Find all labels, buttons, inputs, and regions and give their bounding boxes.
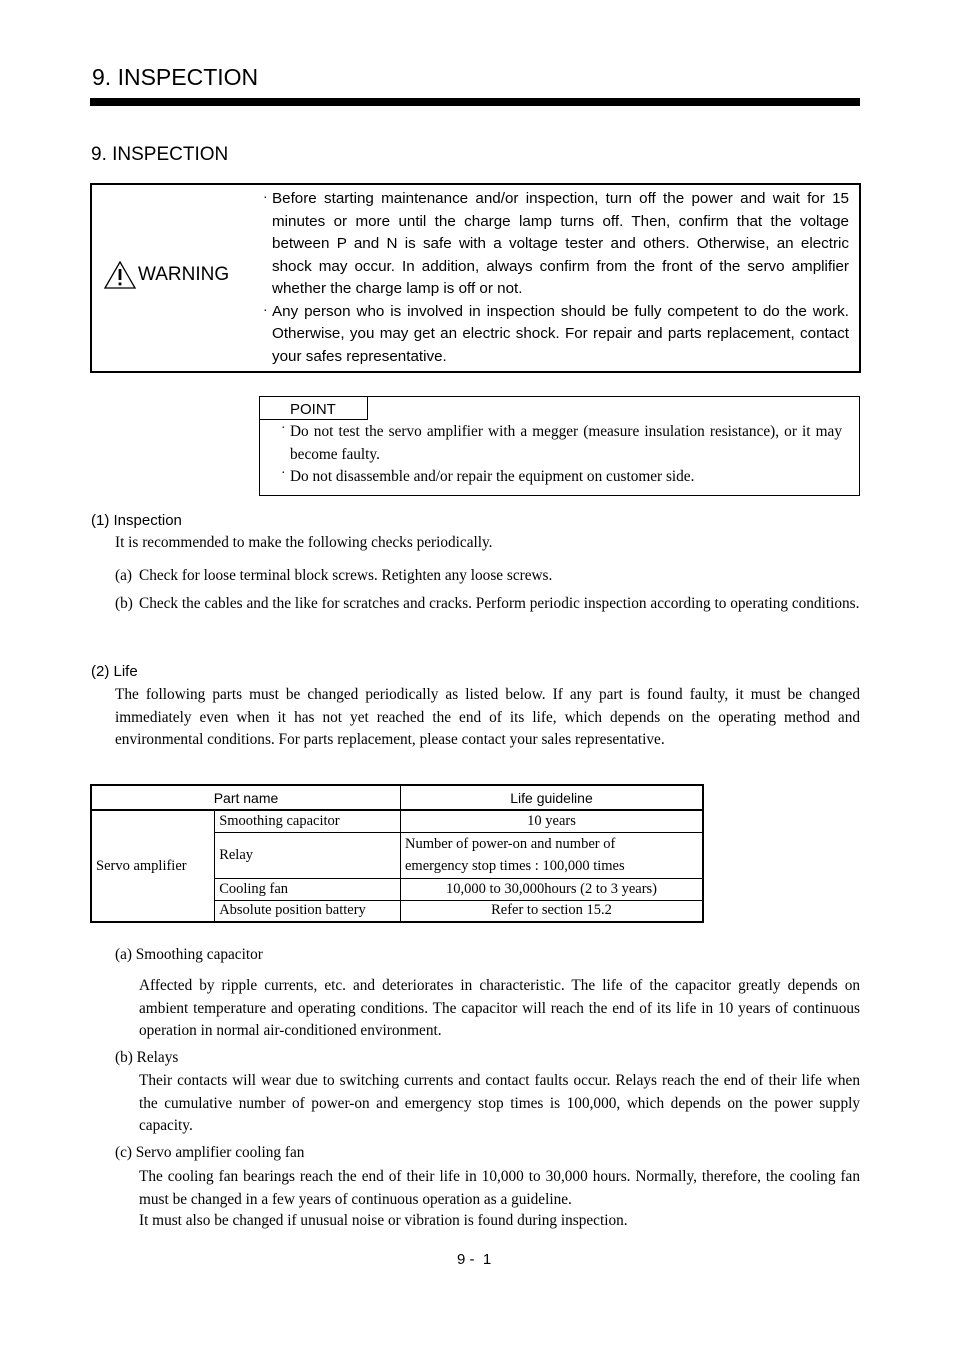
- inspection-item-label: (b): [115, 595, 133, 612]
- life-table: [90, 784, 704, 923]
- warning-bullet: · Before starting maintenance and/or inspection, turn off the power and wait for 15 minutes or more until the charge lamp turns off. Then, confirm that the voltage between P and N is safe with a voltage tester and others. Otherwise, an electric shock may occur. In addition, always confirm from the front of the servo amplifier whether the charge lamp is off or not.: [263, 188, 849, 297]
- table-header-cell: Part name: [91, 785, 401, 810]
- table-life-cell: 10 years: [401, 810, 704, 832]
- warning-label: [104, 261, 229, 289]
- detail-heading: (b) Relays: [115, 1049, 179, 1066]
- table-life-line: emergency stop times : 100,000 times: [405, 858, 625, 874]
- table-life-cell: [401, 832, 704, 878]
- table-life-line: Number of power-on and number of: [405, 835, 616, 852]
- table-life-cell: Refer to section 15.2: [401, 900, 704, 922]
- point-bullet: · Do not disassemble and/or repair the equipment on customer side.: [281, 466, 695, 485]
- point-bullet: · Do not test the servo amplifier with a megger (measure insulation resistance), or it may become faulty.: [281, 421, 842, 463]
- table-part-cell: Absolute position battery: [215, 900, 401, 922]
- header-rule: [90, 98, 860, 106]
- table-header-cell: Life guideline: [401, 785, 704, 810]
- inspection-item-text: Check the cables and the like for scratches and cracks. Perform periodic inspection according to operating conditions.: [139, 595, 860, 612]
- table-life-cell: 10,000 to 30,000hours (2 to 3 years): [401, 878, 704, 900]
- inspection-item-text: Check for loose terminal block screws. Retighten any loose screws.: [139, 567, 553, 584]
- chapter-header-title: 9. INSPECTION: [92, 64, 259, 90]
- warning-triangle-icon: [104, 261, 136, 289]
- inspection-intro: It is recommended to make the following checks periodically.: [115, 534, 493, 551]
- detail-paragraph: Affected by ripple currents, etc. and deteriorates in characteristic. The life of the capacitor greatly depends on ambient temperature and operating conditions. The capacitor will reach the end of its life in 10 years of continuous operation in normal air-conditioned environment.: [139, 977, 860, 1039]
- table-header-row: [91, 785, 703, 810]
- detail-heading: (a) Smoothing capacitor: [115, 946, 263, 963]
- detail-paragraph: It must also be changed if unusual noise or vibration is found during inspection.: [139, 1212, 628, 1229]
- point-text: [281, 421, 842, 489]
- detail-heading: (c) Servo amplifier cooling fan: [115, 1144, 305, 1161]
- detail-paragraph: Their contacts will wear due to switching currents and contact faults occur. Relays reach the end of their life when the cumulative number of power-on and emergency stop times is 100,000, which depends on the power supply capacity.: [139, 1072, 860, 1134]
- life-intro: The following parts must be changed periodically as listed below. If any part is found faulty, it must be changed immediately even when it has not yet reached the end of its life, which depends on the operating method and environmental conditions. For parts replacement, please contact your sales representative.: [115, 686, 860, 748]
- table-group-cell: Servo amplifier: [91, 810, 215, 922]
- warning-text: [263, 188, 849, 368]
- page-number: 9 - 1: [457, 1251, 492, 1268]
- table-part-cell: Relay: [215, 832, 401, 878]
- point-label: POINT: [290, 401, 336, 418]
- table-part-cell: Cooling fan: [215, 878, 401, 900]
- table-row: [91, 810, 703, 832]
- life-heading: (2) Life: [91, 663, 138, 680]
- inspection-item-label: (a): [115, 567, 132, 584]
- warning-bullet: · Any person who is involved in inspection should be fully competent to do the work. Otherwise, you may get an electric shock. For repair and parts replacement, contact your safes representative.: [263, 300, 849, 365]
- detail-paragraph: The cooling fan bearings reach the end of their life in 10,000 to 30,000 hours. Normally, therefore, the cooling fan must be changed in a few years of continuous operation as a guideline.: [139, 1168, 860, 1208]
- section-title: 9. INSPECTION: [91, 144, 229, 165]
- warning-label-text: WARNING: [138, 264, 230, 285]
- table-part-cell: Smoothing capacitor: [215, 810, 401, 832]
- inspection-heading: (1) Inspection: [91, 512, 182, 529]
